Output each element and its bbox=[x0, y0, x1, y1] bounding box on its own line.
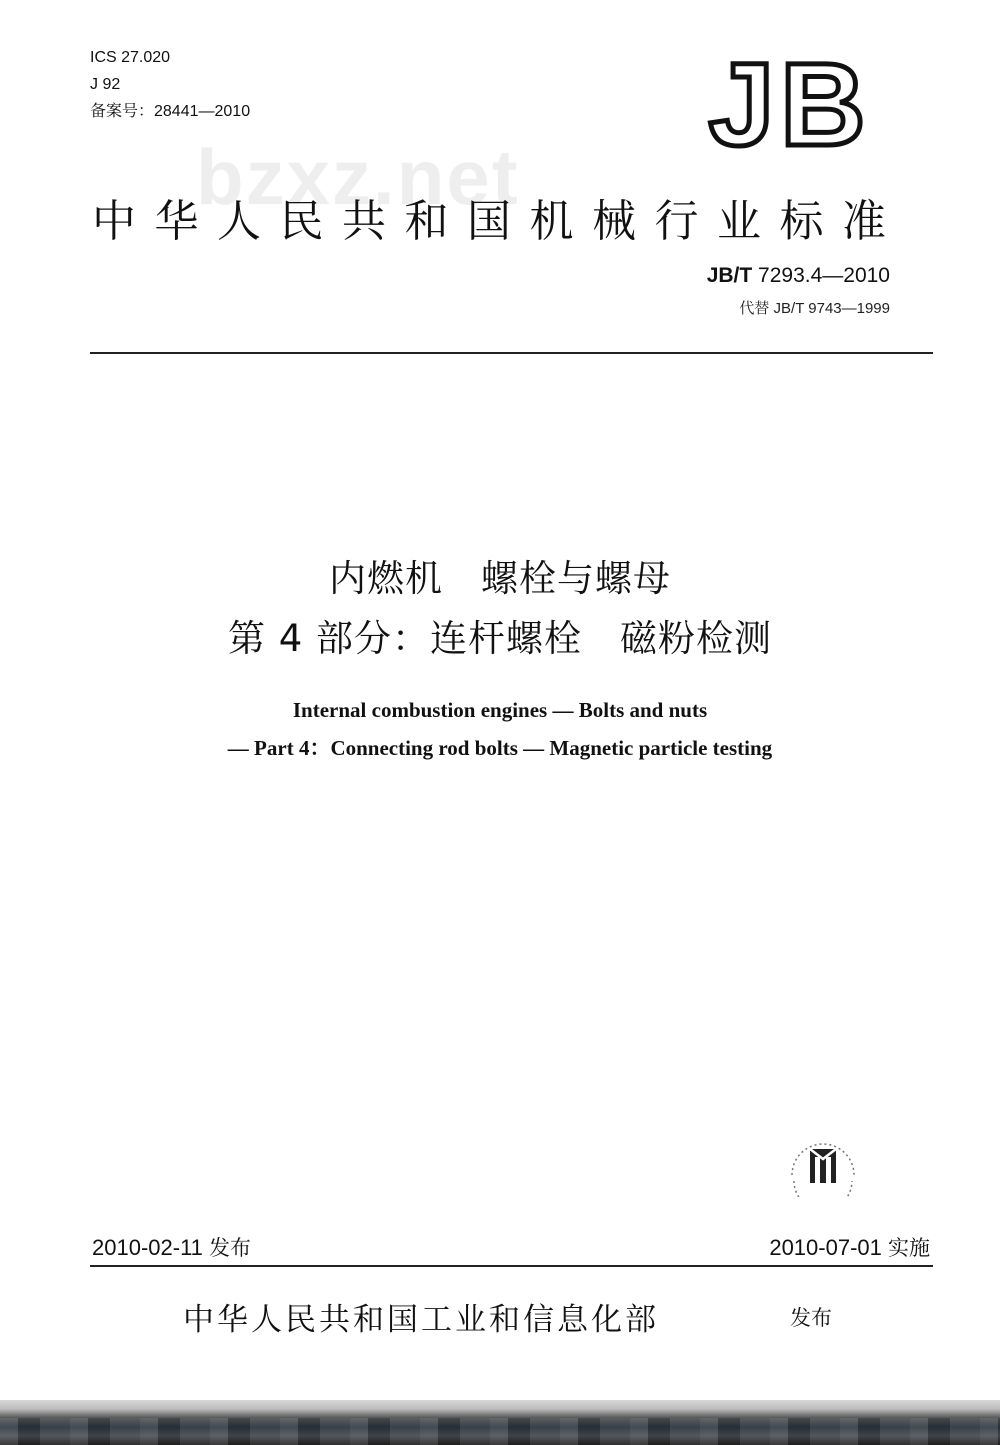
chinese-title-line-1: 内燃机 螺栓与螺母 bbox=[329, 557, 671, 600]
issue-date bbox=[92, 1232, 251, 1262]
issuing-ministry: 中华人民共和国工业和信息化部 bbox=[183, 1302, 659, 1338]
filing-number: 备案号：28441—2010 bbox=[90, 103, 251, 120]
bottom-divider bbox=[90, 1265, 933, 1267]
publisher-logo bbox=[780, 1135, 866, 1197]
top-divider bbox=[90, 352, 933, 354]
classification-block bbox=[90, 44, 250, 125]
issue-date-suffix: 发布 bbox=[209, 1236, 252, 1260]
english-title-line-2: — Part 4：Connecting rod bolts — Magnetic particle testing bbox=[227, 736, 773, 760]
watermark: bzxz.net bbox=[196, 133, 520, 221]
classification-code: J 92 bbox=[90, 76, 121, 93]
issue-date-value: 2010-02-11 bbox=[92, 1235, 203, 1260]
standard-number-prefix: JB/T bbox=[706, 264, 753, 287]
industry-standard-title: 中华人民共和国机械行业标准 bbox=[92, 196, 905, 247]
ics-code: ICS 27.020 bbox=[90, 49, 171, 66]
replaces-standard: 代替 JB/T 9743—1999 bbox=[739, 300, 890, 317]
english-title-line-1: Internal combustion engines — Bolts and nuts bbox=[292, 698, 708, 722]
scan-edge-strip bbox=[0, 1400, 1000, 1445]
chinese-title-line-2: 第 4 部分：连杆螺栓 磁粉检测 bbox=[227, 617, 773, 660]
effective-date-value: 2010-07-01 bbox=[769, 1235, 882, 1260]
effective-date-suffix: 实施 bbox=[888, 1236, 930, 1260]
jb-logo-text: JB bbox=[708, 50, 872, 160]
standard-number bbox=[707, 264, 890, 288]
standard-number-value: 7293.4—2010 bbox=[752, 264, 890, 287]
issuing-ministry-suffix: 发布 bbox=[790, 1306, 832, 1330]
effective-date bbox=[769, 1232, 930, 1262]
jb-logo bbox=[690, 50, 890, 160]
